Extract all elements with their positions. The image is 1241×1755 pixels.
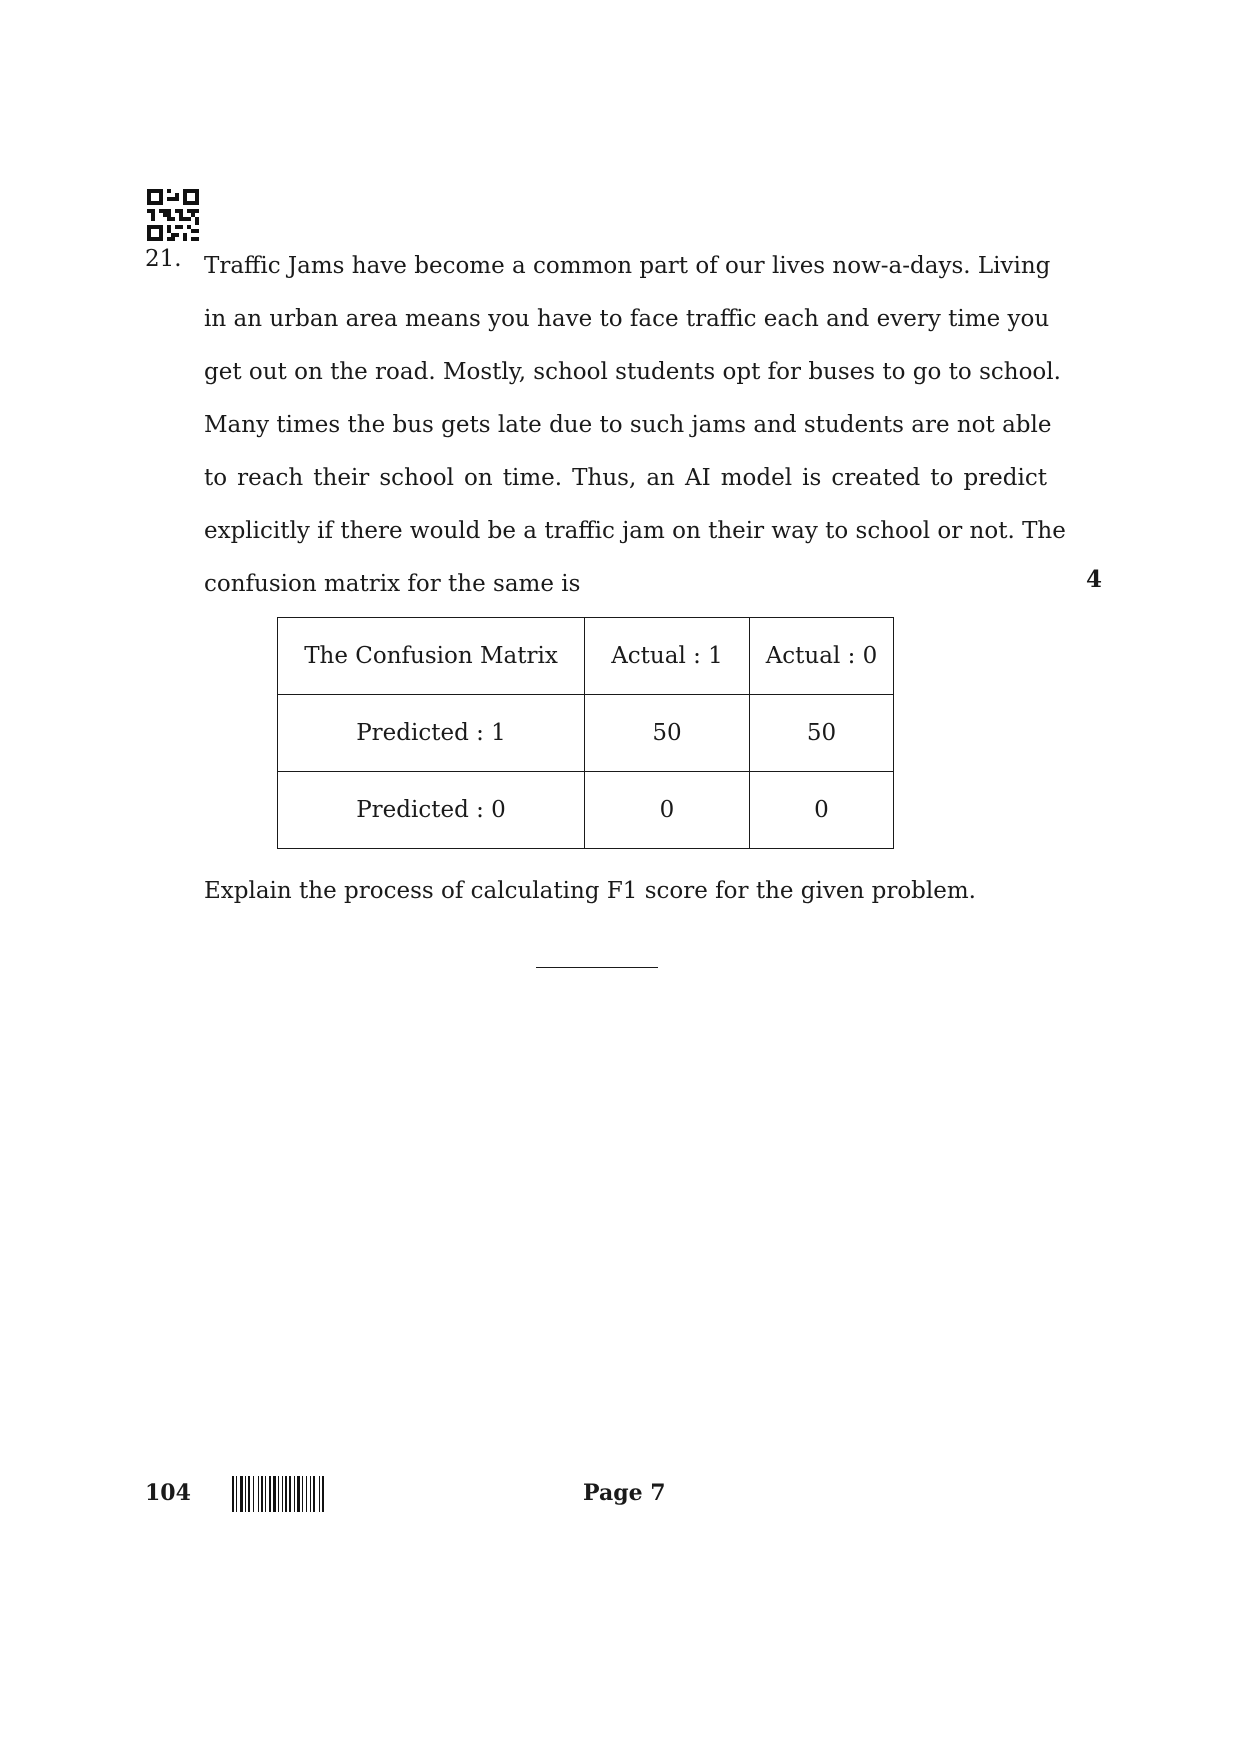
paragraph-line: in an urban area means you have to face traffic each and every time you: [204, 306, 1050, 332]
table-header-cell: Actual : 0: [750, 618, 894, 695]
table-cell: Predicted : 0: [278, 772, 585, 849]
table-row: [278, 695, 894, 772]
table-cell: 50: [750, 695, 894, 772]
table-header-cell: The Confusion Matrix: [278, 618, 585, 695]
page-number: Page 7: [583, 1480, 666, 1506]
table-cell: 0: [585, 772, 750, 849]
table-row: [278, 772, 894, 849]
qr-code-icon: [147, 189, 199, 241]
question-task: Explain the process of calculating F1 score for the given problem.: [204, 878, 976, 904]
paragraph-line: get out on the road. Mostly, school students opt for buses to go to school.: [204, 359, 1061, 385]
barcode-icon: [232, 1476, 378, 1512]
paragraph-line: Many times the bus gets late due to such jams and students are not able: [204, 412, 1052, 438]
question-number: 21.: [145, 246, 182, 272]
paragraph-line: Traffic Jams have become a common part of our lives now-a-days. Living: [204, 253, 1051, 279]
table-header-cell: Actual : 1: [585, 618, 750, 695]
confusion-matrix-table: [277, 617, 894, 849]
table-header-row: [278, 618, 894, 695]
table-cell: 0: [750, 772, 894, 849]
paragraph-line: to reach their school on time. Thus, an AI model is created to predict: [204, 465, 1047, 491]
question-marks: 4: [1086, 566, 1103, 593]
table-cell: Predicted : 1: [278, 695, 585, 772]
paper-code: 104: [145, 1480, 191, 1506]
table-cell: 50: [585, 695, 750, 772]
paragraph-line: confusion matrix for the same is: [204, 571, 581, 597]
paragraph-line: explicitly if there would be a traffic jam on their way to school or not. The: [204, 518, 1066, 544]
question-paragraph: [204, 240, 1066, 611]
end-rule-divider: [536, 967, 658, 968]
